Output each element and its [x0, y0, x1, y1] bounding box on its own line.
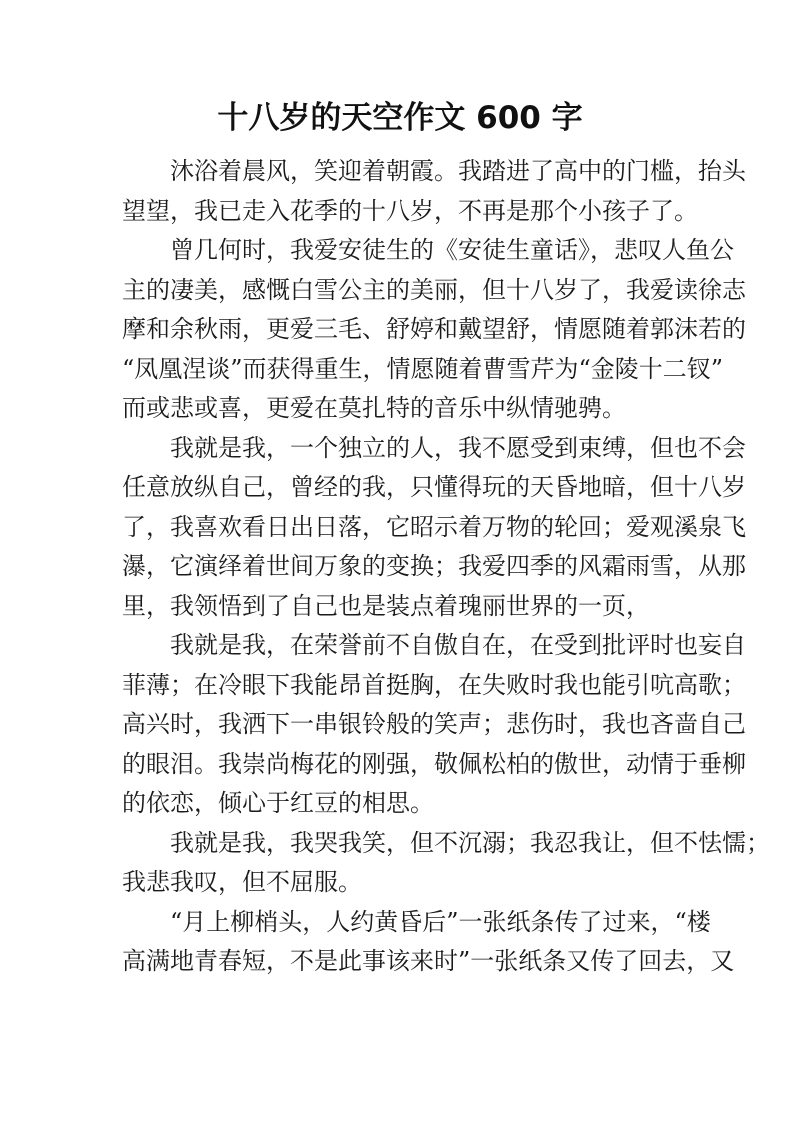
- paragraph-1: [122, 152, 746, 231]
- text-line: 的依恋，倾心于红豆的相思。: [122, 789, 434, 817]
- text-line: 菲薄；在冷眼下我能昂首挺胸，在失败时我也能引吭高歌；: [122, 670, 746, 699]
- text-line: 沐浴着晨风，笑迎着朝霞。我踏进了高中的门槛，抬头: [170, 157, 746, 185]
- text-line: 高兴时，我洒下一串银铃般的笑声；悲伤时，我也吝啬自己: [122, 710, 746, 738]
- text-line: 高满地青春短，不是此事该来时”一张纸条又传了回去，又: [122, 947, 735, 975]
- text-line: “凤凰涅谈”而获得重生，情愿随着曹雪芹为“金陵十二钗”: [122, 354, 724, 383]
- document-body: [122, 152, 770, 982]
- text-line: 我就是我，一个独立的人，我不愿受到束缚，但也不会: [170, 433, 746, 462]
- text-line: 瀑，它演绎着世间万象的变换；我爱四季的风霜雨雪，从那: [122, 552, 746, 580]
- text-line: 我就是我，我哭我笑，但不沉溺；我忍我让，但不怯懦；: [170, 828, 770, 857]
- document-title: 十八岁的天空作文 600 字: [217, 100, 583, 136]
- text-line: 了，我喜欢看日出日落，它昭示着万物的轮回；爱观溪泉飞: [122, 512, 746, 541]
- text-line: 主的凄美，感慨白雪公主的美丽，但十八岁了，我爱读徐志: [122, 275, 746, 304]
- text-line: 里，我领悟到了自己也是装点着瑰丽世界的一页，: [122, 591, 650, 620]
- text-line: 的眼泪。我崇尚梅花的刚强，敬佩松柏的傲世，动情于垂柳: [122, 749, 746, 778]
- paragraph-6: [122, 903, 735, 982]
- text-line: 曾几何时，我爱安徒生的《安徒生童话》，悲叹人鱼公: [170, 236, 734, 264]
- text-line: 我悲我叹，但不屈服。: [122, 868, 362, 896]
- paragraph-4: [122, 626, 746, 824]
- paragraph-2: [122, 231, 746, 429]
- text-line: 任意放纵自己，曾经的我，只懂得玩的天昏地暗，但十八岁: [122, 473, 746, 501]
- text-line: 而或悲或喜，更爱在莫扎特的音乐中纵情驰骋。: [122, 394, 626, 422]
- text-line: “月上柳梢头，人约黄昏后”一张纸条传了过来，“楼: [170, 907, 711, 936]
- text-line: 摩和余秋雨，更爱三毛、舒婷和戴望舒，情愿随着郭沫若的: [122, 315, 746, 343]
- text-line: 我就是我，在荣誉前不自傲自在，在受到批评时也妄自: [170, 631, 746, 659]
- text-line: 望望，我已走入花季的十八岁，不再是那个小孩子了。: [122, 196, 698, 225]
- paragraph-5: [122, 824, 770, 903]
- paragraph-3: [122, 429, 746, 627]
